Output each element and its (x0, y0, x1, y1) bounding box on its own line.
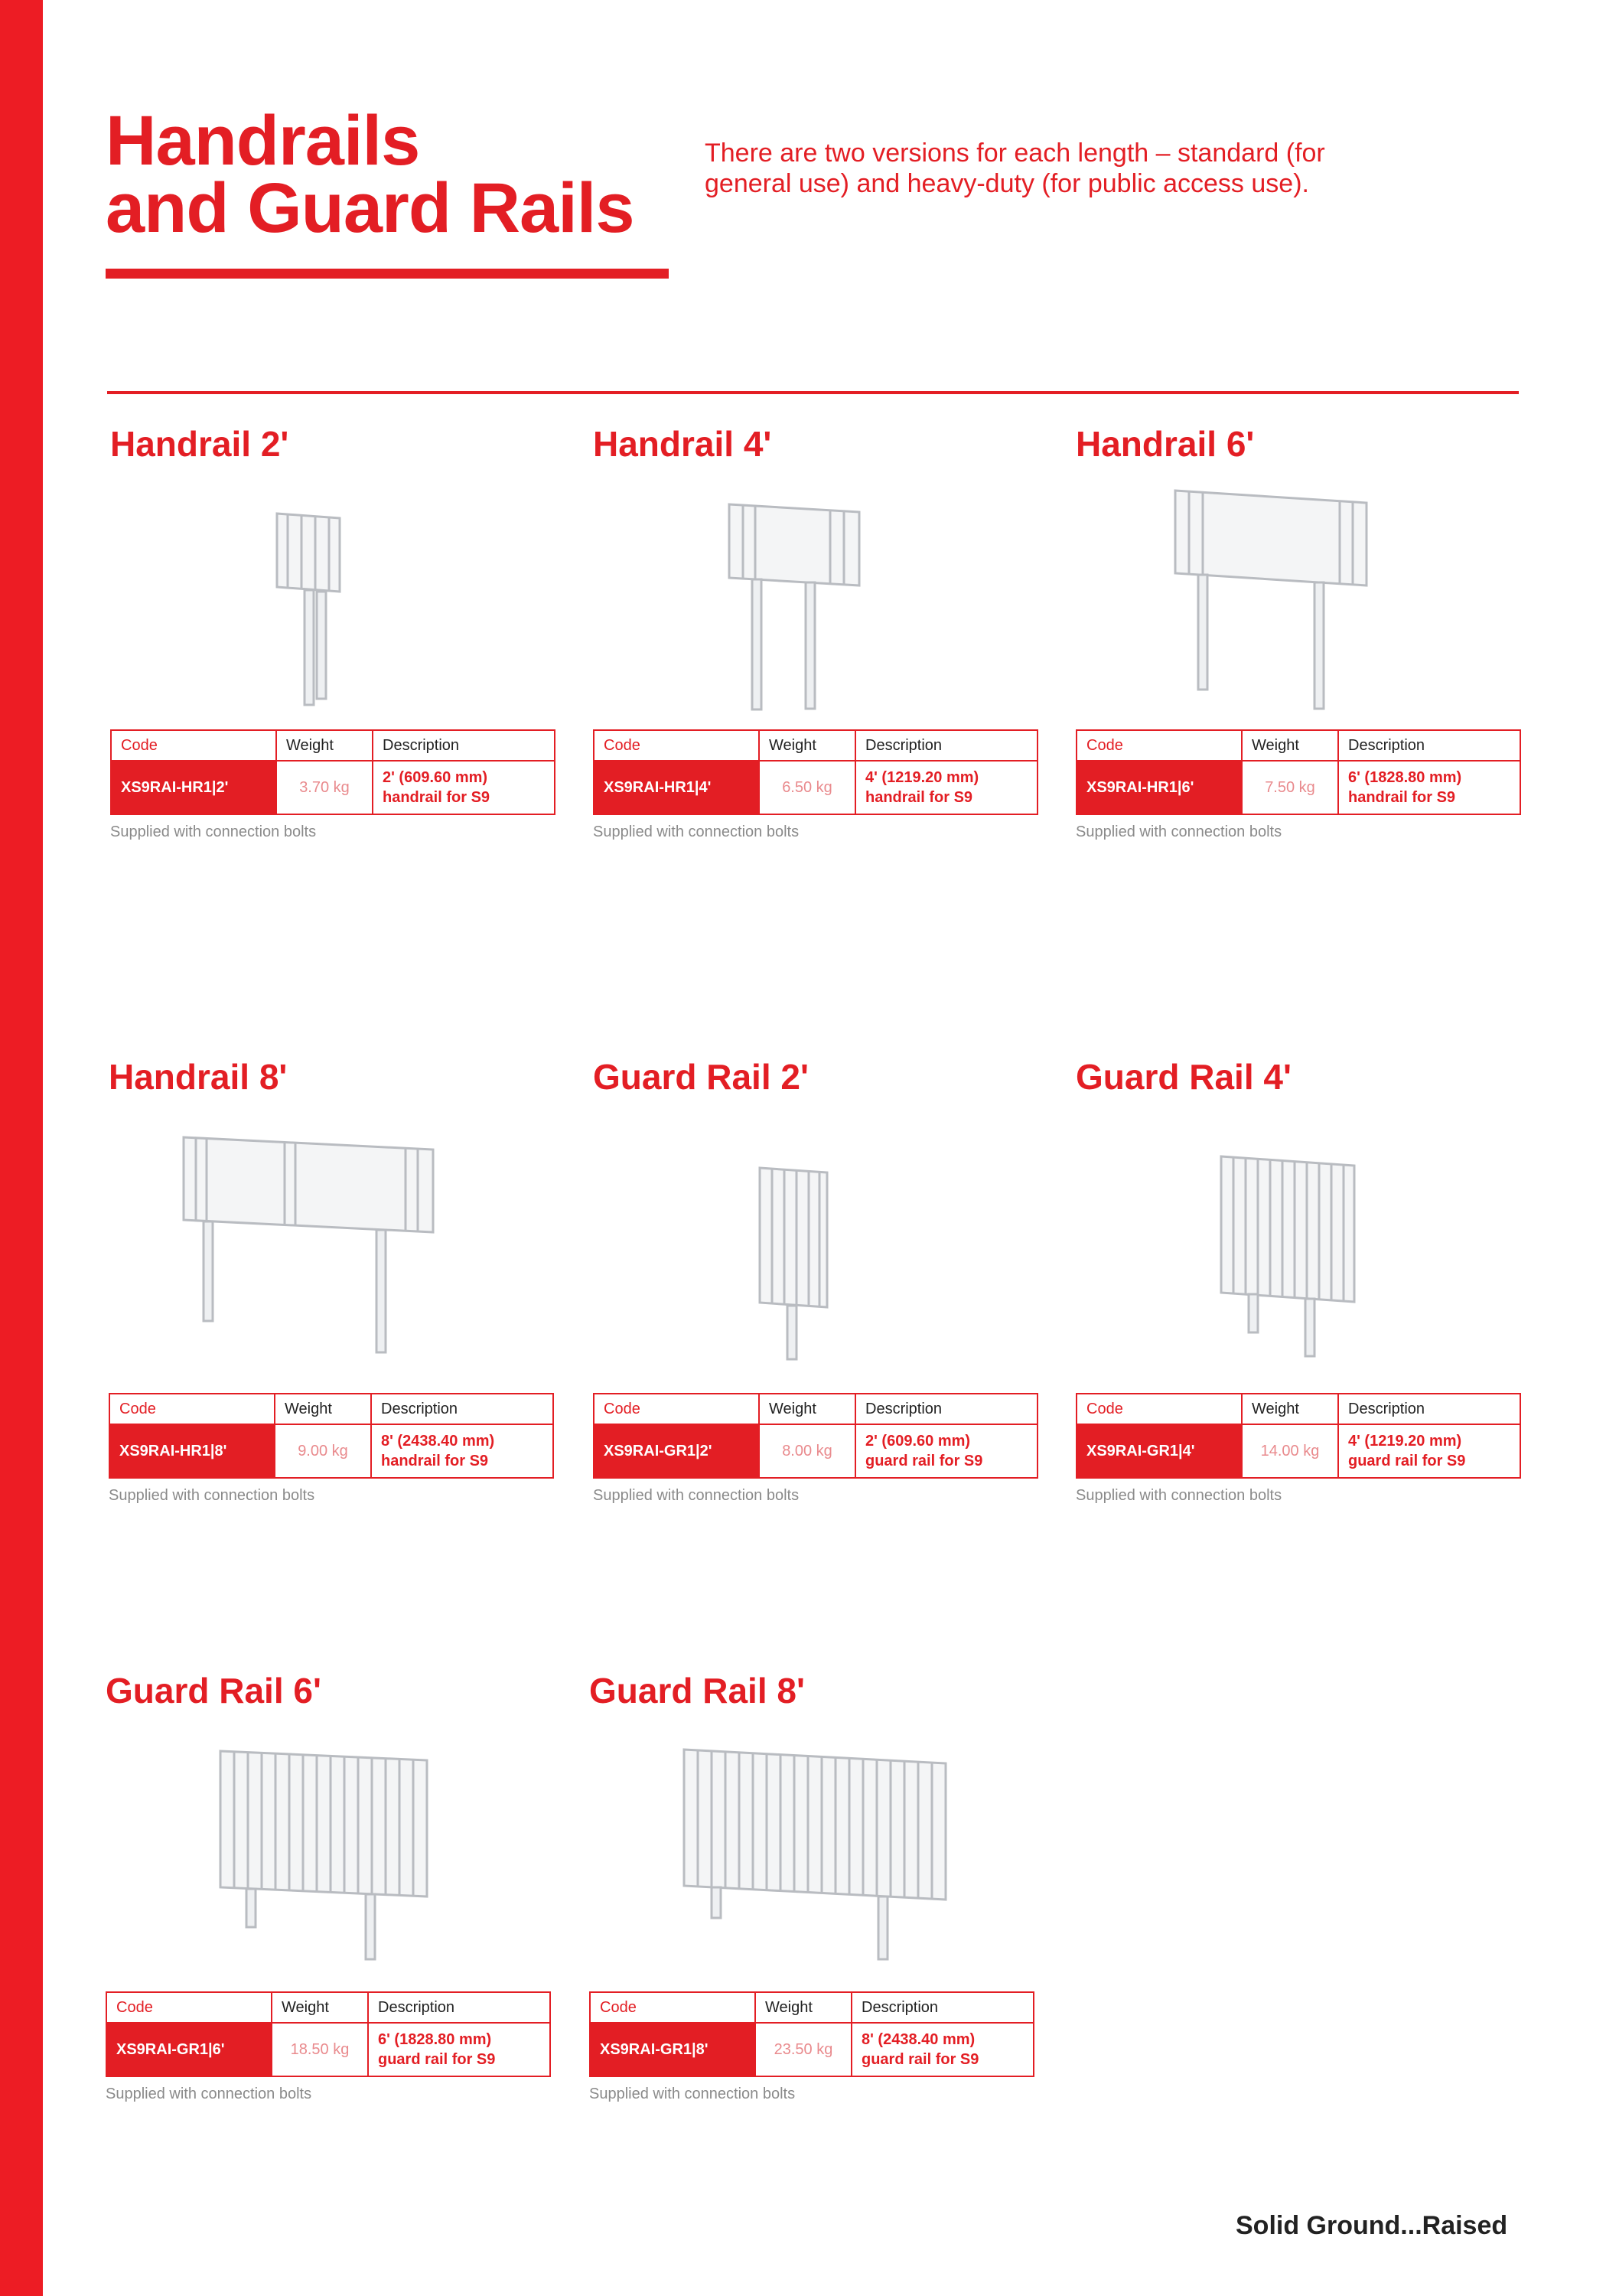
product-title: Guard Rail 2' (593, 1057, 809, 1097)
spec-table (593, 1393, 1038, 1479)
product-description (368, 2023, 550, 2076)
rail-drawing-icon (1076, 1152, 1520, 1362)
code-header: Code (109, 1394, 275, 1424)
code-header: Code (594, 1394, 759, 1424)
description-header: Description (368, 1992, 550, 2023)
product-title: Guard Rail 4' (1076, 1057, 1292, 1097)
code-header: Code (111, 730, 276, 761)
description-header: Description (852, 1992, 1034, 2023)
product-description (852, 2023, 1034, 2076)
supply-note: Supplied with connection bolts (593, 823, 800, 840)
spec-table (589, 1991, 1034, 2077)
product-code: XS9RAI-GR1|2' (594, 1424, 759, 1478)
description-size: 6' (1828.80 mm) (378, 2031, 492, 2048)
description-header: Description (855, 730, 1038, 761)
weight-header: Weight (755, 1992, 852, 2023)
product-code: XS9RAI-HR1|2' (111, 761, 276, 814)
side-accent-bar (0, 0, 43, 2296)
description-type: handrail for S9 (865, 789, 973, 806)
rail-drawing-icon (109, 1133, 552, 1362)
weight-header: Weight (275, 1394, 371, 1424)
product-handrail-4ft (593, 423, 1037, 840)
weight-header: Weight (1242, 1394, 1338, 1424)
supply-note: Supplied with connection bolts (1076, 823, 1282, 840)
handrail-2ft-illustration (110, 507, 554, 706)
product-code: XS9RAI-HR1|8' (109, 1424, 275, 1478)
rail-drawing-icon (110, 507, 554, 706)
description-header: Description (1338, 730, 1520, 761)
product-handrail-6ft (1076, 423, 1520, 840)
handrail-8ft-illustration (109, 1133, 552, 1362)
product-title: Handrail 2' (110, 424, 289, 464)
page-title (106, 102, 634, 247)
product-weight: 3.70 kg (276, 761, 373, 814)
code-header: Code (590, 1992, 755, 2023)
description-size: 4' (1219.20 mm) (1348, 1433, 1462, 1450)
description-header: Description (371, 1394, 553, 1424)
code-header: Code (1077, 1394, 1242, 1424)
description-header: Description (855, 1394, 1038, 1424)
section-divider (107, 391, 1519, 394)
rail-drawing-icon (1076, 484, 1520, 714)
description-size: 2' (609.60 mm) (383, 769, 488, 786)
spec-table (110, 729, 555, 815)
code-header: Code (594, 730, 759, 761)
description-size: 8' (2438.40 mm) (862, 2031, 976, 2048)
description-type: guard rail for S9 (865, 1453, 983, 1469)
handrail-4ft-illustration (593, 500, 1037, 714)
product-description (855, 761, 1038, 814)
product-description (371, 1424, 553, 1478)
product-weight: 8.00 kg (759, 1424, 855, 1478)
title-line-2: and Guard Rails (106, 169, 634, 247)
product-code: XS9RAI-GR1|4' (1077, 1424, 1242, 1478)
product-guard-rail-2ft (593, 1056, 1037, 1504)
description-size: 8' (2438.40 mm) (381, 1433, 495, 1450)
code-header: Code (1077, 730, 1242, 761)
product-weight: 18.50 kg (272, 2023, 368, 2076)
guard-rail-6ft-illustration (106, 1746, 549, 1968)
intro-text: There are two versions for each length – standard (for general use) and heavy-duty (for public access use). (705, 139, 1325, 198)
product-weight: 23.50 kg (755, 2023, 852, 2076)
product-code: XS9RAI-HR1|4' (594, 761, 759, 814)
description-size: 2' (609.60 mm) (865, 1433, 971, 1450)
description-size: 4' (1219.20 mm) (865, 769, 979, 786)
description-header: Description (1338, 1394, 1520, 1424)
product-description (1338, 761, 1520, 814)
tagline: Solid Ground...Raised (1236, 2211, 1508, 2240)
product-description (1338, 1424, 1520, 1478)
rail-drawing-icon (593, 500, 1037, 714)
guard-rail-4ft-illustration (1076, 1152, 1520, 1362)
product-title: Handrail 8' (109, 1057, 288, 1097)
rail-drawing-icon (589, 1746, 1033, 1968)
product-weight: 6.50 kg (759, 761, 855, 814)
description-type: guard rail for S9 (862, 2051, 979, 2068)
supply-note: Supplied with connection bolts (110, 823, 317, 840)
description-type: guard rail for S9 (378, 2051, 496, 2068)
description-type: guard rail for S9 (1348, 1453, 1466, 1469)
description-size: 6' (1828.80 mm) (1348, 769, 1462, 786)
spec-table (593, 729, 1038, 815)
product-weight: 9.00 kg (275, 1424, 371, 1478)
title-underline (106, 269, 669, 279)
guard-rail-8ft-illustration (589, 1746, 1033, 1968)
product-handrail-2ft (110, 423, 554, 840)
weight-header: Weight (1242, 730, 1338, 761)
spec-table (106, 1991, 551, 2077)
code-header: Code (106, 1992, 272, 2023)
weight-header: Weight (272, 1992, 368, 2023)
handrail-6ft-illustration (1076, 484, 1520, 714)
product-code: XS9RAI-GR1|8' (590, 2023, 755, 2076)
product-title: Handrail 6' (1076, 424, 1255, 464)
weight-header: Weight (759, 730, 855, 761)
description-header: Description (373, 730, 555, 761)
supply-note: Supplied with connection bolts (106, 2086, 312, 2102)
product-code: XS9RAI-HR1|6' (1077, 761, 1242, 814)
spec-table (1076, 1393, 1521, 1479)
product-title: Handrail 4' (593, 424, 772, 464)
description-type: handrail for S9 (383, 789, 490, 806)
product-weight: 7.50 kg (1242, 761, 1338, 814)
product-title: Guard Rail 8' (589, 1671, 805, 1711)
spec-table (1076, 729, 1521, 815)
product-code: XS9RAI-GR1|6' (106, 2023, 272, 2076)
rail-drawing-icon (593, 1163, 1037, 1362)
supply-note: Supplied with connection bolts (589, 2086, 796, 2102)
weight-header: Weight (759, 1394, 855, 1424)
product-guard-rail-8ft (589, 1670, 1033, 2102)
rail-drawing-icon (106, 1746, 549, 1968)
product-description (855, 1424, 1038, 1478)
product-handrail-8ft (109, 1056, 552, 1504)
description-type: handrail for S9 (1348, 789, 1456, 806)
product-weight: 14.00 kg (1242, 1424, 1338, 1478)
supply-note: Supplied with connection bolts (593, 1487, 800, 1504)
weight-header: Weight (276, 730, 373, 761)
product-guard-rail-6ft (106, 1670, 549, 2102)
supply-note: Supplied with connection bolts (109, 1487, 315, 1504)
product-title: Guard Rail 6' (106, 1671, 321, 1711)
guard-rail-2ft-illustration (593, 1163, 1037, 1362)
supply-note: Supplied with connection bolts (1076, 1487, 1282, 1504)
spec-table (109, 1393, 554, 1479)
product-guard-rail-4ft (1076, 1056, 1520, 1504)
title-line-1: Handrails (106, 102, 420, 180)
product-description (373, 761, 555, 814)
description-type: handrail for S9 (381, 1453, 489, 1469)
